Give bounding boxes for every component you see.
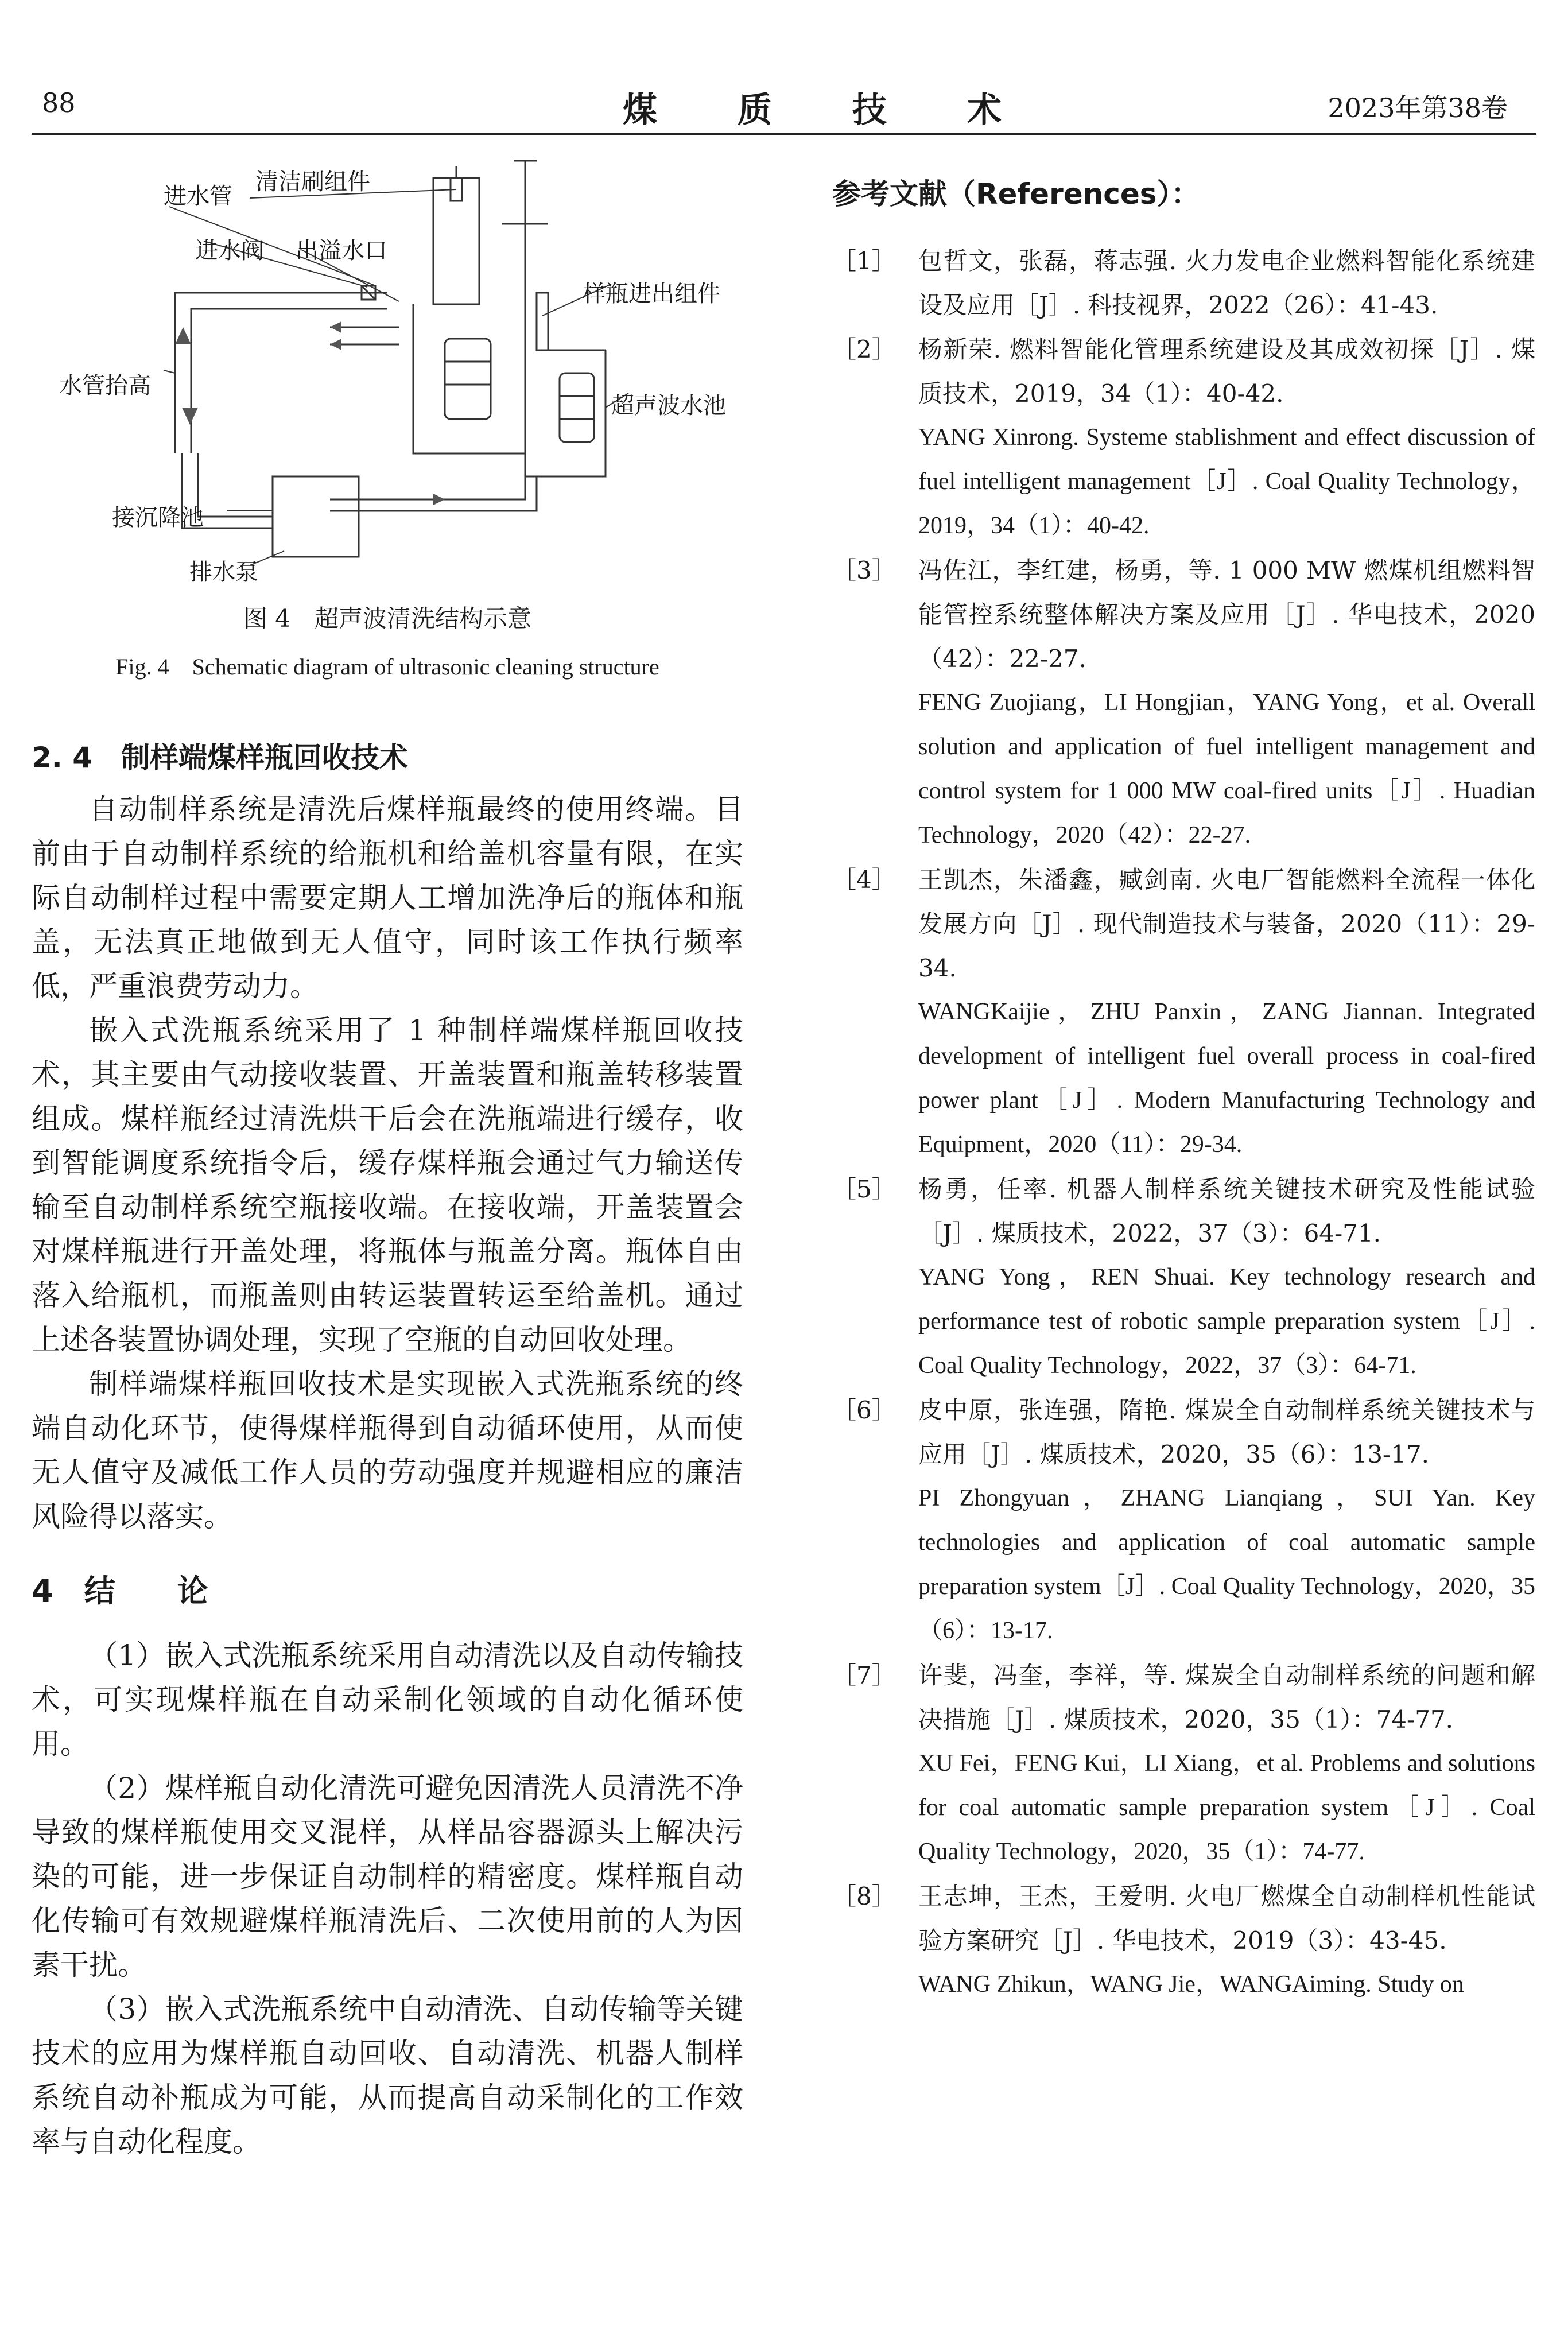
- reference-item: [832, 858, 1535, 1167]
- body-paragraph: （1）嵌入式洗瓶系统采用自动清洗以及自动传输技术，可实现煤样瓶在自动采制化领域的自动化循环使用。: [32, 1639, 743, 1761]
- reference-cn: 王志坤，王杰，王爱明. 火电厂燃煤全自动制样机性能试验方案研究［J］. 华电技术，2019（3）：43-45.: [918, 1882, 1535, 1955]
- label-ultrasonic-pool: 超声波水池: [611, 393, 726, 419]
- reference-cn: 杨新荣. 燃料智能化管理系统建设及其成效初探［J］. 煤质技术，2019，34（1）：40-42.: [918, 335, 1535, 408]
- right-column: [832, 155, 1535, 2007]
- figure-caption-en: Fig. 4 Schematic diagram of ultrasonic cleaning structure: [115, 654, 659, 680]
- reference-cn: 杨勇，任率. 机器人制样系统关键技术研究及性能试验［J］. 煤质技术，2022，37（3）：64-71.: [918, 1175, 1535, 1247]
- reference-cn: 王凯杰，朱潘鑫，臧剑南. 火电厂智能燃料全流程一体化发展方向［J］. 现代制造技术与装备，2020（11）：29-34.: [918, 866, 1535, 982]
- page-header: [32, 75, 1536, 132]
- reference-en: YANG Yong，REN Shuai. Key technology research and performance test of robotic sample preparation system［J］. Coal Quality Technology，2022，37（3）：64-71.: [918, 1264, 1535, 1379]
- reference-en: PI Zhongyuan，ZHANG Lianqiang，SUI Yan. Key technologies and application of coal automatic sample preparation system［J］. Coal Quality Technology，2020，35（6）：13-17.: [918, 1485, 1535, 1644]
- reference-cn: 皮中原，张连强，隋艳. 煤炭全自动制样系统关键技术与应用［J］. 煤质技术，2020，35（6）：13-17.: [918, 1396, 1535, 1468]
- body-paragraph: 自动制样系统是清洗后煤样瓶最终的使用终端。目前由于自动制样系统的给瓶机和给盖机容量有限，在实际自动制样过程中需要定期人工增加洗净后的瓶体和瓶盖，无法真正地做到无人值守，同时该工作执行频率低，严重浪费劳动力。: [32, 793, 743, 1003]
- reference-item: [832, 1388, 1535, 1653]
- reference-en: WANGKaijie，ZHU Panxin，ZANG Jiannan. Integrated development of intelligent fuel overall process in coal-fired power plant［J］. Modern Manufacturing Technology and Equipment，2020（11）：29-34.: [918, 999, 1535, 1158]
- reference-item: [832, 548, 1535, 858]
- reference-number: ［3］: [832, 556, 896, 584]
- section-heading-2-4: 2. 4 制样端煤样瓶回收技术: [32, 741, 408, 774]
- body-paragraph: 嵌入式洗瓶系统采用了 1 种制样端煤样瓶回收技术，其主要由气动接收装置、开盖装置和瓶盖转移装置组成。煤样瓶经过清洗烘干后会在洗瓶端进行缓存，收到智能调度系统指令后，缓存煤样瓶会通过气力输送传输至自动制样系统空瓶接收端。在接收端，开盖装置会对煤样瓶进行开盖处理，将瓶体与瓶盖分离。瓶体自由落入给瓶机，而瓶盖则由转运装置转运至给盖机。通过上述各装置协调处理，实现了空瓶的自动回收处理。: [32, 1014, 743, 1356]
- reference-number: ［7］: [832, 1661, 896, 1689]
- reference-cn: 许斐，冯奎，李祥，等. 煤炭全自动制样系统的问题和解决措施［J］. 煤质技术，2020，35（1）：74-77.: [918, 1661, 1535, 1734]
- reference-item: [832, 1167, 1535, 1388]
- figure-4: [32, 155, 743, 775]
- label-inlet-pipe: 进水管: [164, 183, 232, 210]
- section-heading-4: 4 结 论: [32, 1573, 208, 1609]
- reference-cn: 冯佐江，李红建，杨勇，等. 1 000 MW 燃煤机组燃料智能管控系统整体解决方案及应用［J］. 华电技术，2020（42）：22-27.: [918, 556, 1535, 673]
- reference-number: ［6］: [832, 1396, 896, 1424]
- label-drain-pump: 排水泵: [189, 559, 258, 585]
- body-paragraph: （2）煤样瓶自动化清洗可避免因清洗人员清洗不净导致的煤样瓶使用交叉混样，从样品容器源头上解决污染的可能，进一步保证自动制样的精密度。煤样瓶自动化传输可有效规避煤样瓶清洗后、二次使用前的人为因素干扰。: [32, 1771, 743, 1982]
- reference-number: ［8］: [832, 1882, 896, 1910]
- reference-en: FENG Zuojiang，LI Hongjian，YANG Yong，et al. Overall solution and application of fuel intelligent management and control system for 1 000 MW coal-fired units［J］. Huadian Technology，2020（42）：22-27.: [918, 689, 1535, 848]
- label-overflow: 出溢水口: [296, 238, 387, 264]
- label-inlet-valve: 进水阀: [195, 238, 264, 264]
- references-title: 参考文献（References）：: [832, 177, 1200, 211]
- reference-item: [832, 1874, 1535, 2007]
- header-rule: [32, 133, 1536, 135]
- reference-item: [832, 239, 1535, 327]
- body-paragraph: （3）嵌入式洗瓶系统中自动清洗、自动传输等关键技术的应用为煤样瓶自动回收、自动清洗、机器人制样系统自动补瓶成为可能，从而提高自动采制化的工作效率与自动化程度。: [32, 1992, 743, 2158]
- left-column: [32, 155, 743, 2164]
- reference-item: [832, 327, 1535, 548]
- label-bottle-io: 样瓶进出组件: [583, 281, 720, 307]
- issue-info: 2023年第38卷: [1328, 92, 1508, 123]
- reference-number: ［1］: [832, 247, 896, 275]
- reference-en: XU Fei，FENG Kui，LI Xiang，et al. Problems and solutions for coal automatic sample preparation system［J］. Coal Quality Technology，2020，35（1）：74-77.: [918, 1750, 1535, 1865]
- reference-cn: 包哲文，张磊，蒋志强. 火力发电企业燃料智能化系统建设及应用［J］. 科技视界，2022（26）：41-43.: [918, 247, 1535, 319]
- reference-en: WANG Zhikun，WANG Jie，WANGAiming. Study on: [918, 1971, 1464, 1998]
- page-number: 88: [42, 87, 76, 118]
- reference-en: YANG Xinrong. Systeme stablishment and effect discussion of fuel intelligent management［J］. Coal Quality Technology，2019，34（1）：40-42.: [918, 424, 1535, 539]
- label-pipe-raise: 水管抬高: [59, 373, 151, 399]
- figure-caption-cn: 图 4 超声波清洗结构示意: [243, 604, 532, 633]
- reference-number: ［4］: [832, 866, 896, 894]
- reference-number: ［2］: [832, 335, 896, 363]
- body-paragraph: 制样端煤样瓶回收技术是实现嵌入式洗瓶系统的终端自动化环节，使得煤样瓶得到自动循环使用，从而使无人值守及减低工作人员的劳动强度并规避相应的廉洁风险得以落实。: [32, 1367, 743, 1533]
- label-cleaning-brush: 清洁刷组件: [255, 169, 370, 195]
- journal-title: 煤质技术: [623, 90, 1082, 130]
- reference-number: ［5］: [832, 1175, 896, 1203]
- reference-item: [832, 1653, 1535, 1874]
- label-sedimentation: 接沉降池: [112, 505, 204, 531]
